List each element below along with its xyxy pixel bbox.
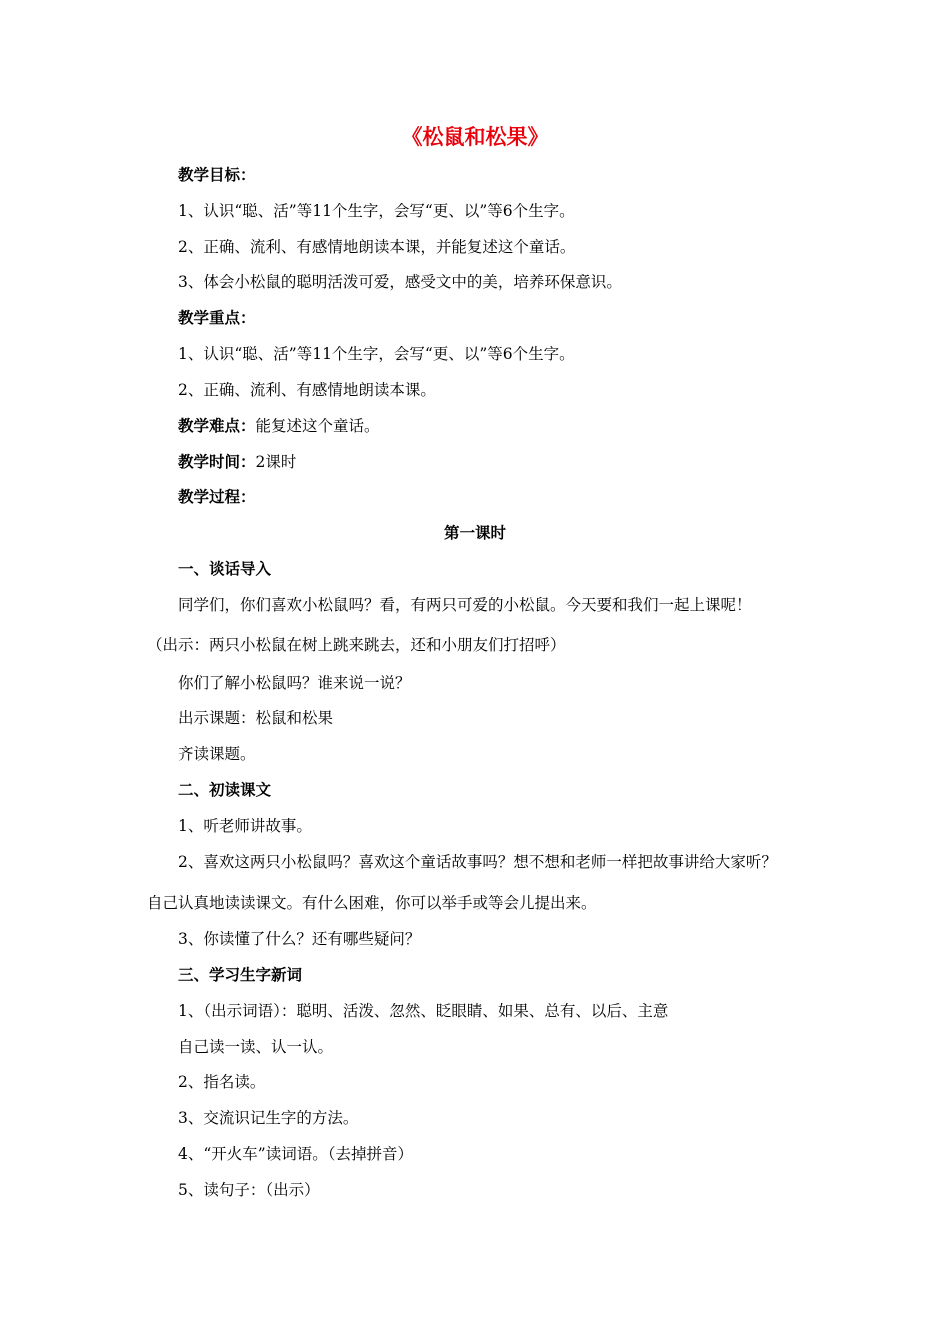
- time-label: 教学时间：: [178, 453, 256, 471]
- paragraph: 3、交流识记生字的方法。: [178, 1109, 359, 1127]
- difficulty-label: 教学难点：: [178, 417, 256, 435]
- paragraph: 齐读课题。: [178, 745, 256, 763]
- paragraph: 你们了解小松鼠吗？谁来说一说？: [178, 674, 411, 692]
- paragraph: 同学们，你们喜欢小松鼠吗？看，有两只可爱的小松鼠。今天要和我们一起上课呢！: [178, 596, 752, 614]
- difficulty-line: [178, 416, 380, 436]
- goal-item: 3、体会小松鼠的聪明活泼可爱，感受文中的美，培养环保意识。: [178, 273, 622, 291]
- process-heading: 教学过程：: [178, 488, 256, 506]
- paragraph: 1、（出示词语）：聪明、活泼、忽然、眨眼睛、如果、总有、以后、主意: [178, 1002, 669, 1020]
- section-heading: 一、谈话导入: [178, 560, 272, 578]
- paragraph: 3、你读懂了什么？还有哪些疑问？: [178, 930, 421, 948]
- time-line: [178, 452, 296, 472]
- section-heading: 三、学习生字新词: [178, 966, 303, 984]
- time-text: 2课时: [255, 453, 297, 471]
- goals-heading: 教学目标：: [178, 166, 256, 184]
- goal-item: 1、认识“聪、活”等11个生字，会写“更、以”等6个生字。: [178, 202, 575, 220]
- paragraph: （出示：两只小松鼠在树上跳来跳去，还和小朋友们打招呼）: [147, 636, 566, 654]
- paragraph: 自己读一读、认一认。: [178, 1038, 334, 1056]
- paragraph: 5、读句子：（出示）: [178, 1181, 320, 1199]
- paragraph: 自己认真地读读课文。有什么困难，你可以举手或等会儿提出来。: [147, 894, 597, 912]
- paragraph: 1、听老师讲故事。: [178, 817, 312, 835]
- section-heading: 二、初读课文: [178, 781, 272, 799]
- key-item: 2、正确、流利、有感情地朗读本课。: [178, 381, 436, 399]
- difficulty-text: 能复述这个童话。: [255, 417, 380, 435]
- key-item: 1、认识“聪、活”等11个生字，会写“更、以”等6个生字。: [178, 345, 575, 363]
- document-title: 《松鼠和松果》: [401, 125, 549, 149]
- paragraph: 2、指名读。: [178, 1073, 266, 1091]
- paragraph: 4、“开火车”读词语。（去掉拼音）: [178, 1145, 413, 1163]
- lesson-heading: 第一课时: [443, 524, 506, 542]
- paragraph: 出示课题：松鼠和松果: [178, 709, 334, 727]
- paragraph: 2、喜欢这两只小松鼠吗？喜欢这个童话故事吗？想不想和老师一样把故事讲给大家听？: [178, 853, 777, 871]
- goal-item: 2、正确、流利、有感情地朗读本课，并能复述这个童话。: [178, 238, 576, 256]
- key-heading: 教学重点：: [178, 309, 256, 327]
